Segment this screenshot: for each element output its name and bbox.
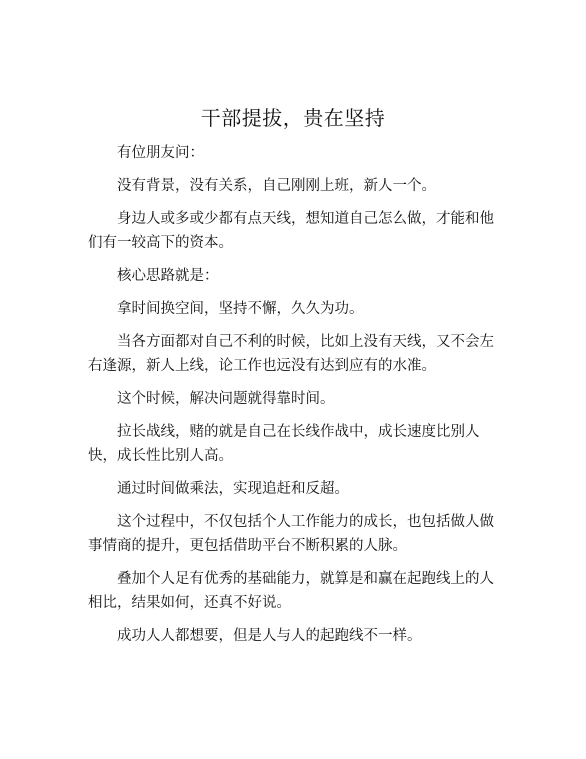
paragraph-8: 拉长战线，赌的就是自己在长线作战中，成长速度比别人快，成长性比别人高。 (88, 424, 480, 464)
paragraph-5: 拿时间换空间，坚持不懈，久久为功。 (117, 301, 364, 317)
paragraph-10: 这个过程中，不仅包括个人工作能力的成长，也包括做人做事情商的提升，更包括借助平台不断积累的人脉。 (88, 514, 494, 554)
article-body (88, 141, 502, 657)
paragraph-7: 这个时候，解决问题就得靠时间。 (117, 391, 335, 407)
paragraph-12: 成功人人都想要，但是人与人的起跑线不一样。 (117, 628, 422, 644)
paragraph-4: 核心思路就是： (117, 268, 219, 284)
article-title: 干部提拔，贵在坚持 (200, 106, 386, 130)
paragraph-2: 没有背景，没有关系，自己刚刚上班，新人一个。 (117, 178, 436, 194)
paragraph-1: 有位朋友问： (117, 145, 204, 161)
paragraph-9: 通过时间做乘法，实现追赶和反超。 (117, 481, 349, 497)
paragraph-3: 身边人或多或少都有点天线，想知道自己怎么做，才能和他们有一较高下的资本。 (88, 211, 494, 251)
paragraph-6: 当各方面都对自己不利的时候，比如上没有天线，又不会左右逢源，新人上线，论工作也远没有达到应有的水准。 (88, 334, 494, 374)
paragraph-11: 叠加个人足有优秀的基础能力，就算是和赢在起跑线上的人相比，结果如何，还真不好说。 (88, 571, 494, 611)
